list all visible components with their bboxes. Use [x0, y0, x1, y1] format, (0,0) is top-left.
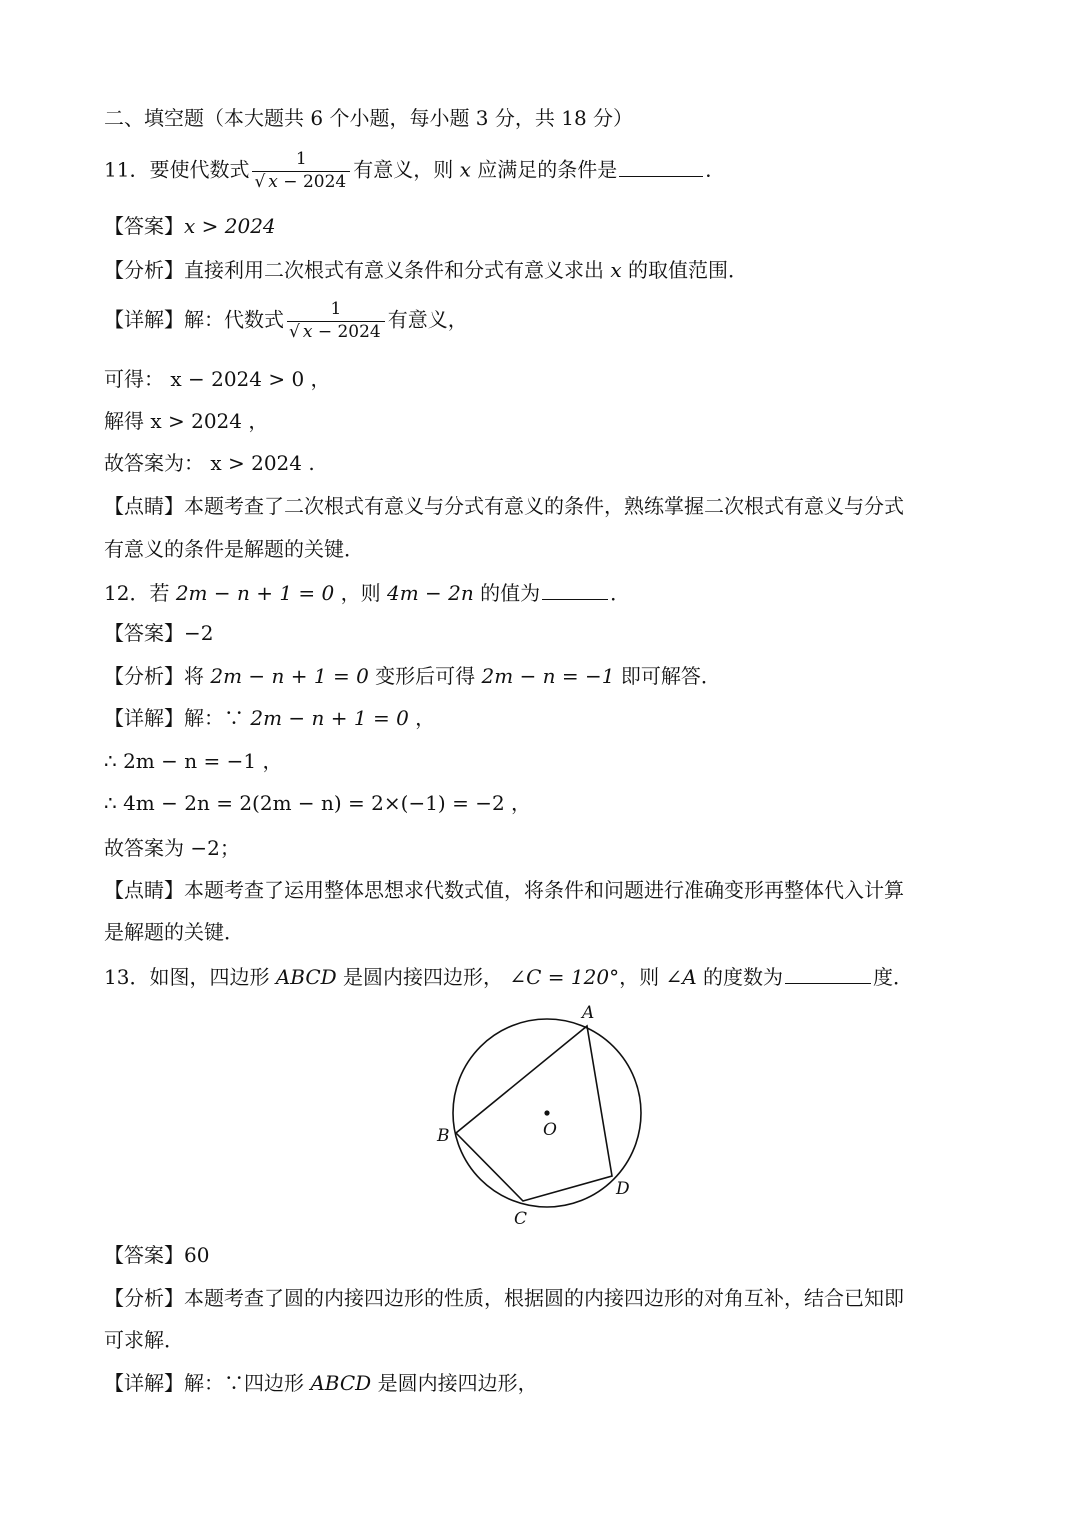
q13-given: ∠C = 120° — [509, 965, 620, 989]
q11-analysis-var: x — [610, 258, 622, 282]
q11-analysis-line — [104, 258, 748, 282]
q12-end: ． — [610, 581, 631, 605]
q12-analysis-tag: 【分析】 — [104, 664, 184, 688]
circle-quadrilateral-diagram — [425, 998, 655, 1234]
q13-unit: 度． — [873, 965, 914, 989]
q11-question — [104, 150, 725, 192]
q12-detail-eq: 2m − n + 1 = 0 — [250, 706, 409, 730]
section-heading: 二、填空题（本大题共 6 个小题，每小题 3 分，共 18 分） — [104, 106, 634, 130]
q11-detail-fraction — [287, 300, 385, 342]
q12-answer-line — [104, 621, 213, 645]
q11-detail-b: 有意义， — [387, 307, 468, 332]
q12-comment-tag: 【点睛】 — [104, 878, 184, 902]
q12-detail-b: ， — [408, 706, 436, 730]
q12-answer: −2 — [184, 621, 214, 645]
q12-analysis-eq1: 2m − n + 1 = 0 — [210, 664, 369, 688]
label-a: A — [582, 1003, 595, 1023]
q12-step1: ∴ 2m − n = −1 ， — [104, 749, 283, 773]
q11-step1: 可得： x − 2024 > 0 ， — [104, 367, 331, 391]
q11-middle: 有意义，则 — [353, 157, 460, 182]
q13-analysis-line1 — [104, 1286, 904, 1310]
q12-suffix: 的值为 — [473, 581, 541, 605]
q13-answer-line — [104, 1243, 209, 1267]
center-point — [544, 1110, 549, 1115]
q13-answer-tag: 【答案】 — [104, 1243, 184, 1267]
q12-comment-line1 — [104, 878, 904, 902]
q12-detail-tag: 【详解】 — [104, 706, 184, 730]
q13-answer-blank — [785, 963, 871, 984]
q12-detail-line — [104, 706, 435, 730]
quadrilateral-abcd — [456, 1026, 612, 1201]
q11-answer-tag: 【答案】 — [104, 214, 184, 238]
q11-fraction — [252, 150, 350, 192]
q11-answer: x > 2024 — [184, 214, 276, 238]
q11-comment-line2: 有意义的条件是解题的关键． — [104, 537, 364, 561]
q13-quad: ABCD — [275, 965, 337, 989]
q12-comment-text1: 本题考查了运用整体思想求代数式值，将条件和问题进行准确变形再整体代入计算 — [184, 878, 904, 902]
q11-step3: 故答案为： x > 2024 . — [104, 451, 315, 475]
sqrt-icon: √ — [289, 321, 300, 342]
q11-end: ． — [705, 157, 726, 182]
q12-step2: ∴ 4m − 2n = 2(2m − n) = 2×(−1) = −2 ， — [104, 791, 532, 815]
q12-analysis-eq2: 2m − n = −1 — [481, 664, 615, 688]
q11-detail-line — [104, 300, 468, 342]
q13-detail-a: 解：∵四边形 — [184, 1371, 311, 1395]
q13-detail-line — [104, 1371, 538, 1395]
q11-analysis-tag: 【分析】 — [104, 258, 184, 282]
q12-eq: 2m − n + 1 = 0 — [175, 581, 335, 605]
q12-analysis-b: 变形后可得 — [368, 664, 482, 688]
q11-answer-line — [104, 214, 276, 238]
q13-suffix: 的度数为 — [696, 965, 784, 989]
sqrt-icon: √ — [254, 171, 266, 192]
q11-detail-frac-numerator: 1 — [330, 299, 342, 319]
q12-detail-a: 解：∵ — [184, 706, 251, 730]
q13-analysis-tag: 【分析】 — [104, 1286, 184, 1310]
q11-detail-frac-var: x — [302, 321, 313, 342]
q13-detail-quad: ABCD — [310, 1371, 372, 1395]
label-c: C — [514, 1209, 528, 1229]
q13-detail-tag: 【详解】 — [104, 1371, 184, 1395]
q11-detail-frac-denominator — [287, 321, 385, 343]
q11-detail-a: 解：代数式 — [184, 307, 284, 332]
q11-frac-rest: − 2024 — [277, 171, 347, 192]
q11-suffix: 应满足的条件是 — [470, 157, 618, 182]
q13-target: ∠A — [665, 965, 697, 989]
q13-middle: 是圆内接四边形， — [336, 965, 510, 989]
q12-answer-tag: 【答案】 — [104, 621, 184, 645]
q11-frac-var: x — [268, 171, 278, 192]
label-b: B — [437, 1126, 450, 1146]
q13-prefix: 13．如图，四边形 — [104, 965, 276, 989]
q11-detail-frac-rest: − 2024 — [312, 321, 381, 342]
q11-frac-denominator — [252, 171, 350, 193]
q11-analysis-b: 的取值范围． — [621, 258, 748, 282]
q12-question — [104, 579, 630, 605]
q11-comment-line1 — [104, 494, 904, 518]
q12-comment-line2: 是解题的关键． — [104, 920, 244, 944]
q11-prefix: 11．要使代数式 — [104, 157, 250, 182]
q12-expr: 4m − 2n — [386, 581, 474, 605]
label-d: D — [616, 1179, 630, 1199]
q11-comment-text1: 本题考查了二次根式有意义与分式有意义的条件，熟练掌握二次根式有意义与分式 — [184, 494, 904, 518]
q12-analysis-c: 即可解答． — [614, 664, 721, 688]
q13-then: ，则 — [619, 965, 666, 989]
label-o: O — [543, 1120, 557, 1140]
q11-analysis-a: 直接利用二次根式有意义条件和分式有意义求出 — [184, 258, 611, 282]
q13-figure — [425, 998, 655, 1234]
q13-analysis-text1: 本题考查了圆的内接四边形的性质，根据圆的内接四边形的对角互补，结合已知即 — [184, 1286, 904, 1310]
q11-answer-blank — [619, 156, 703, 177]
q12-then: ，则 — [334, 581, 387, 605]
q12-analysis-a: 将 — [184, 664, 211, 688]
q13-analysis-line2: 可求解． — [104, 1328, 184, 1352]
q11-var: x — [459, 157, 471, 182]
q11-step2: 解得 x > 2024 ， — [104, 409, 269, 433]
q11-detail-tag: 【详解】 — [104, 307, 184, 332]
q11-comment-tag: 【点睛】 — [104, 494, 184, 518]
q11-frac-numerator: 1 — [295, 149, 307, 169]
q12-answer-blank — [542, 579, 608, 600]
q13-answer: 60 — [184, 1243, 210, 1267]
q13-detail-b: 是圆内接四边形， — [371, 1371, 538, 1395]
q13-question — [104, 963, 913, 989]
q12-step3: 故答案为 −2； — [104, 836, 240, 860]
q12-prefix: 12．若 — [104, 581, 176, 605]
q12-analysis-line — [104, 664, 721, 688]
